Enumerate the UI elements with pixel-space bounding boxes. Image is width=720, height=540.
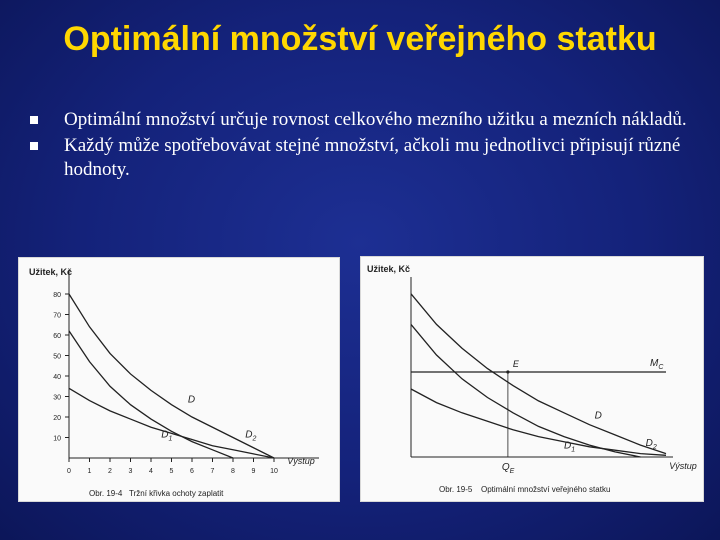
x-tick-label: 8 xyxy=(231,468,235,475)
y-tick-label: 80 xyxy=(53,292,61,299)
x-tick-label: 6 xyxy=(190,468,194,475)
series-label-D1: $D_1$ xyxy=(161,429,173,443)
chart-willingness-to-pay xyxy=(19,258,339,501)
figure-willingness-to-pay xyxy=(18,257,340,502)
y-tick-label: 20 xyxy=(53,415,61,422)
x-tick-label: 7 xyxy=(210,468,215,475)
series-label-MC: $M_C$ xyxy=(650,358,664,371)
x-tick-label: 5 xyxy=(169,468,174,475)
x-tick-label: 0 xyxy=(67,468,71,475)
series-label-D2: $D_2$ xyxy=(245,429,257,443)
series-curve-D1 xyxy=(69,331,233,458)
x-tick-label: 1 xyxy=(87,468,92,475)
figure-caption-text: Tržní křivka ochoty zaplatit xyxy=(129,489,224,498)
series-label-D: D xyxy=(594,410,602,422)
bullet-text: Každý může spotřebovávat stejné množství, ačkoli mu jednotlivci připisují různé hodnoty. xyxy=(64,135,681,180)
bullet-item xyxy=(30,108,700,132)
y-tick-label: 10 xyxy=(53,435,61,443)
x-tick-label: 3 xyxy=(128,468,133,475)
y-tick-label: 50 xyxy=(53,353,61,361)
slide-title: Optimální množství veřejného statku xyxy=(63,20,657,58)
series-curve-D2 xyxy=(69,388,274,458)
bullet-list xyxy=(30,108,700,184)
y-tick-label: 70 xyxy=(53,312,61,320)
square-bullet-icon xyxy=(30,142,38,150)
bullet-text: Optimální množství určuje rovnost celkového mezního užitku a mezních nákladů. xyxy=(64,109,687,130)
series-label-D2: $D_2$ xyxy=(645,438,657,452)
series-label-D: D xyxy=(187,394,196,406)
x-tick-label: 2 xyxy=(108,468,112,475)
x-tick-label: 9 xyxy=(251,468,256,475)
chart-optimal-quantity xyxy=(361,257,703,501)
figure-caption-number: Obr. 19-5 xyxy=(439,485,473,494)
qe-label: $Q_E$ xyxy=(501,462,515,475)
equilibrium-point xyxy=(506,370,509,373)
figure-caption-number: Obr. 19-4 xyxy=(89,489,123,498)
series-curve-D xyxy=(411,294,666,454)
square-bullet-icon xyxy=(30,116,38,124)
figure-caption-text: Optimální množství veřejného statku xyxy=(481,485,611,494)
series-curve-D1 xyxy=(411,324,641,457)
series-label-D1: $D_1$ xyxy=(564,440,576,454)
x-axis-label: Výstup xyxy=(669,461,697,471)
y-axis-label: Užitek, Kč xyxy=(29,267,73,277)
x-axis-label: Výstup xyxy=(287,456,315,466)
y-tick-label: 30 xyxy=(53,394,61,402)
y-axis-label: Užitek, Kč xyxy=(367,264,411,274)
x-tick-label: 4 xyxy=(149,468,153,475)
figure-optimal-quantity xyxy=(360,256,704,502)
y-tick-label: 60 xyxy=(53,333,61,340)
bullet-item xyxy=(30,134,700,182)
series-curve-D2 xyxy=(411,389,666,455)
y-tick-label: 40 xyxy=(53,374,61,381)
equilibrium-label: E xyxy=(512,359,519,369)
x-tick-label: 10 xyxy=(270,468,278,475)
